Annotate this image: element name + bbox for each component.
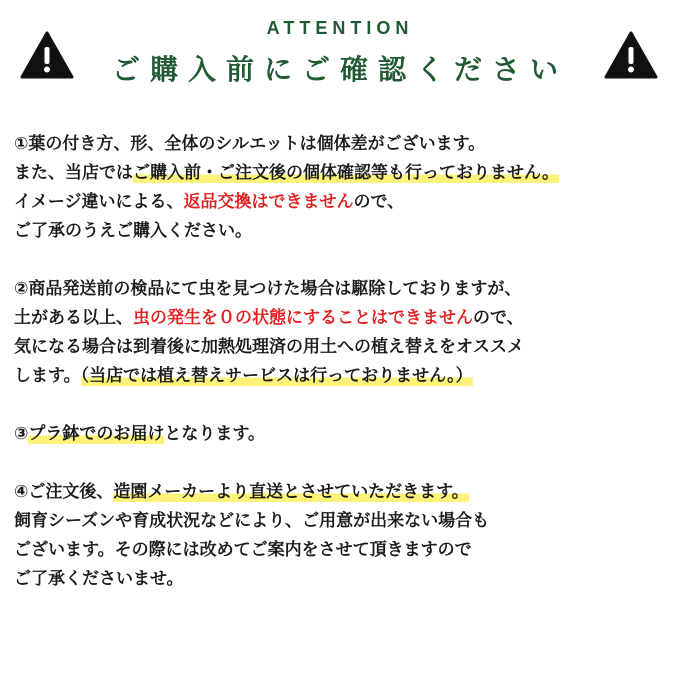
highlighted-text: プラ鉢でのお届け [28,424,165,444]
note-paragraph [14,130,674,246]
notes-section [14,130,674,623]
note-line [14,275,674,304]
note-text: ので、 [353,192,405,212]
note-text: ③ [14,424,29,444]
note-line [14,159,674,188]
note-text: 土がある以上、 [14,308,133,328]
highlighted-text: （当店では植え替えサービスは行っておりません。） [80,366,473,386]
note-text: ②商品発送前の検品にて虫を見つけた場合は駆除しておりますが、 [14,279,522,299]
note-line [14,478,674,507]
note-line [14,565,674,594]
note-text: します。 [14,366,81,386]
warning-text: 返品交換はできません [183,192,354,212]
note-line [14,536,674,565]
note-paragraph [14,478,674,594]
warning-text: 虫の発生を０の状態にすることはできません [133,308,473,328]
note-text: 飼育シーズンや育成状況などにより、ご用意が出来ない場合も [14,511,490,531]
note-line [14,507,674,536]
note-text: 気になる場合は到着後に加熱処理済の用土への植え替えをオススメ [14,337,524,357]
note-line [14,130,674,159]
note-text: ので、 [473,308,524,328]
note-paragraph [14,275,674,391]
note-line [14,362,674,391]
note-text: となります。 [164,424,266,444]
note-text: ございます。その際には改めてご案内をさせて頂きますので [14,540,472,560]
warning-triangle-icon [604,31,658,79]
note-line [14,217,674,246]
note-line [14,333,674,362]
attention-label: ATTENTION [266,18,414,38]
note-line [14,188,674,217]
page-title: ご購入前にご確認ください [111,53,568,86]
highlighted-text: ご購入前・ご注文後の個体確認等も行っておりません。 [133,163,560,183]
note-paragraph [14,420,674,449]
note-text: ①葉の付き方、形、全体のシルエットは個体差がございます。 [14,134,486,154]
note-line [14,420,674,449]
note-text: ご了承くださいませ。 [14,569,184,589]
note-text: ご了承のうえご購入ください。 [14,221,252,241]
note-text: ④ご注文後、 [14,482,114,502]
note-line [14,304,674,333]
note-text: イメージ違いによる、 [14,192,184,212]
highlighted-text: 造園メーカーより直送とさせていただきます。 [113,482,469,502]
note-text: また、当店では [14,163,133,183]
